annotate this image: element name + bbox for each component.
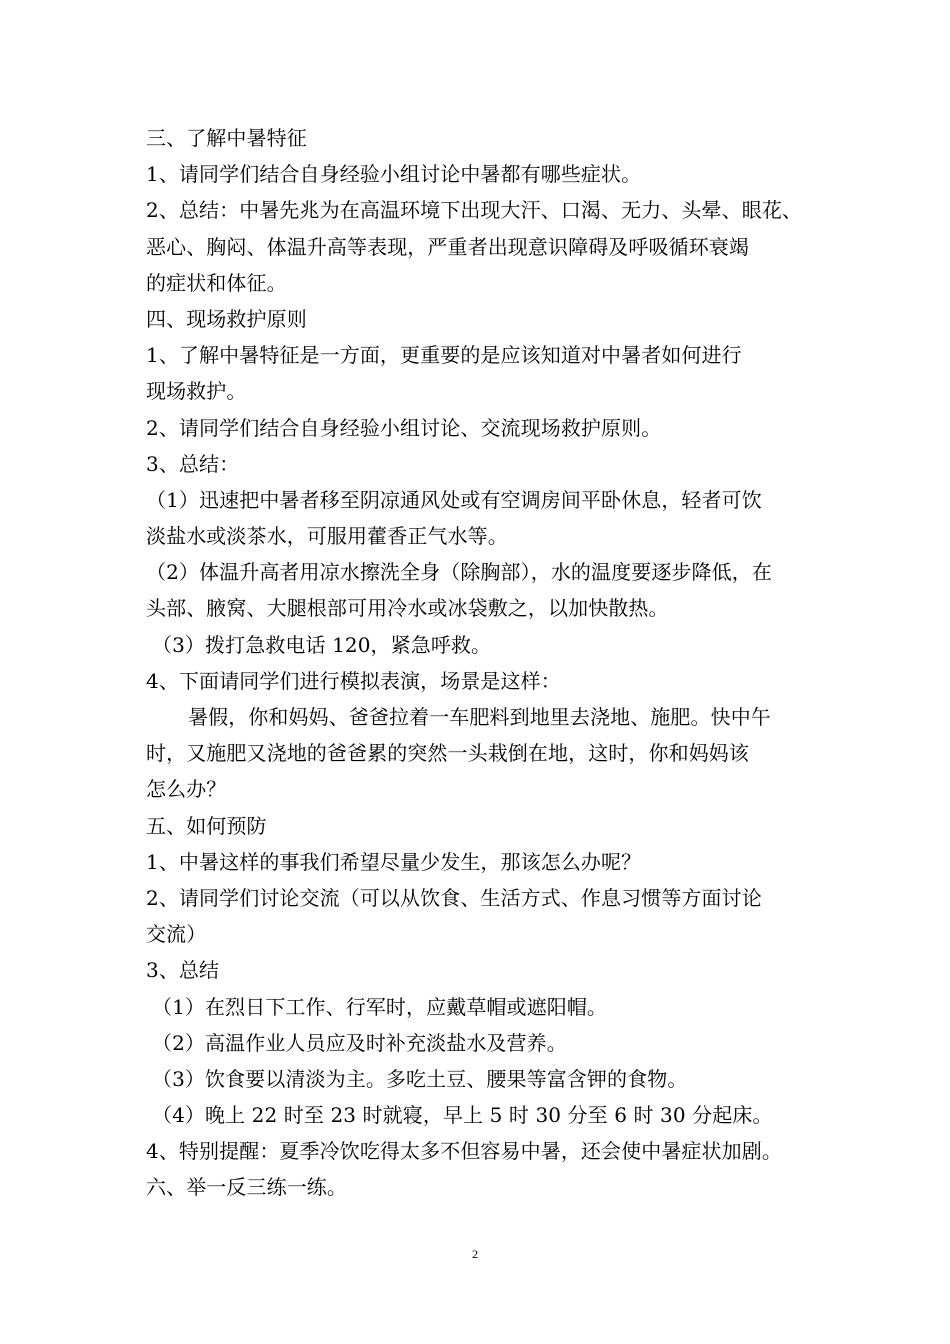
section-heading: 五、如何预防: [146, 813, 267, 838]
paragraph-line: 4、特别提醒：夏季冷饮吃得太多不但容易中暑，还会使中暑症状加剧。: [146, 1139, 782, 1164]
scenario-paragraph-line: 时，又施肥又浇地的爸爸累的突然一头栽倒在地，这时，你和妈妈该: [146, 741, 749, 766]
paragraph-line: 交流）: [146, 922, 207, 947]
paragraph-line: 恶心、胸闷、体温升高等表现，严重者出现意识障碍及呼吸循环衰竭: [146, 234, 749, 259]
section-heading: 四、现场救护原则: [146, 306, 307, 331]
paragraph-line: 1、了解中暑特征是一方面，更重要的是应该知道对中暑者如何进行: [146, 343, 742, 368]
list-item-line: （1）在烈日下工作、行军时，应戴草帽或遮阳帽。: [152, 994, 608, 1019]
list-item-line: （4）晚上 22 时至 23 时就寝，早上 5 时 30 分至 6 时 30 分起床。: [152, 1103, 773, 1128]
paragraph-line: 4、下面请同学们进行模拟表演，场景是这样：: [146, 668, 561, 693]
paragraph-line: 1、请同学们结合自身经验小组讨论中暑都有哪些症状。: [146, 162, 642, 187]
list-item-line: （1）迅速把中暑者移至阴凉通风处或有空调房间平卧休息，轻者可饮: [146, 487, 762, 512]
list-item-line: （2）高温作业人员应及时补充淡盐水及营养。: [152, 1030, 567, 1055]
section-heading: 三、了解中暑特征: [146, 126, 307, 150]
paragraph-line: 淡盐水或淡茶水，可服用藿香正气水等。: [146, 524, 508, 549]
section-heading: 六、举一反三练一练。: [146, 1175, 347, 1200]
paragraph-line: 1、中暑这样的事我们希望尽量少发生，那该怎么办呢？: [146, 849, 642, 874]
paragraph-line: 的症状和体征。: [146, 270, 287, 295]
paragraph-line: 2、请同学们讨论交流（可以从饮食、生活方式、作息习惯等方面讨论: [146, 885, 762, 910]
list-item-line: （3）饮食要以清淡为主。多吃土豆、腰果等富含钾的食物。: [152, 1066, 688, 1091]
list-item-line: （3）拨打急救电话 120，紧急呼救。: [152, 632, 492, 657]
paragraph-line: 3、总结：: [146, 451, 240, 476]
paragraph-line: 2、总结：中暑先兆为在高温环境下出现大汗、口渴、无力、头晕、眼花、: [146, 198, 803, 223]
scenario-paragraph-line: 暑假，你和妈妈、爸爸拉着一车肥料到地里去浇地、施肥。快中午: [188, 705, 771, 729]
page-number: 2: [472, 1247, 478, 1261]
paragraph-line: 3、总结: [146, 958, 220, 983]
paragraph-line: 2、请同学们结合自身经验小组讨论、交流现场救护原则。: [146, 415, 662, 440]
scenario-paragraph-line: 怎么办？: [146, 777, 227, 802]
paragraph-line: 现场救护。: [146, 379, 247, 404]
list-item-line: （2）体温升高者用凉水擦洗全身（除胸部），水的温度要逐步降低，在: [146, 560, 772, 585]
document-body: [146, 120, 816, 1206]
paragraph-line: 头部、腋窝、大腿根部可用冷水或冰袋敷之，以加快散热。: [146, 596, 669, 621]
